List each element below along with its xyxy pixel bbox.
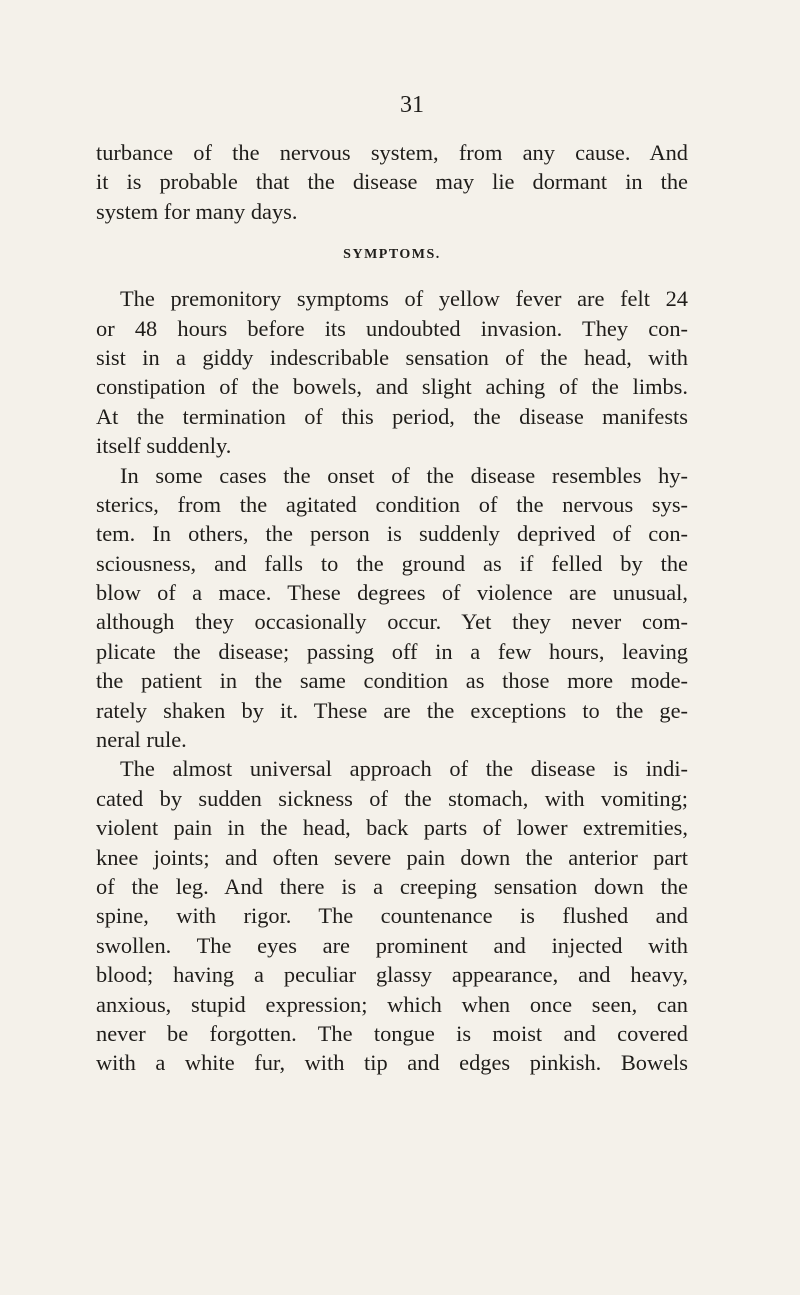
text-line: swollen. The eyes are prominent and injected with [96,932,688,958]
text-line: of the leg. And there is a creeping sensation down the [96,873,688,899]
text-line: knee joints; and often severe pain down the anterior part [96,844,688,870]
text-line: sterics, from the agitated condition of the nervous sys- [96,491,688,517]
paragraph-onset [96,461,688,755]
text-line: In some cases the onset of the disease resembles hy- [120,462,688,488]
text-line: The almost universal approach of the disease is indi- [120,756,688,782]
text-line: sciousness, and falls to the ground as if felled by the [96,550,688,576]
page-number: 31 [400,92,424,118]
text-line: plicate the disease; passing off in a few hours, leaving [96,638,688,664]
text-line: At the termination of this period, the disease manifests [96,403,688,429]
text-line: The premonitory symptoms of yellow fever are felt 24 [120,286,688,312]
text-line: rately shaken by it. These are the exceptions to the ge- [96,697,688,723]
text-line: violent pain in the head, back parts of lower extremities, [96,815,688,841]
text-line: blood; having a peculiar glassy appearance, and heavy, [96,962,688,988]
text-line: the patient in the same condition as those more mode- [96,668,688,694]
text-line: anxious, stupid expression; which when once seen, can [96,991,688,1017]
text-line: or 48 hours before its undoubted invasion. They con- [96,315,688,341]
page-text [96,138,688,1078]
text-line: spine, with rigor. The countenance is flushed and [96,903,688,929]
section-heading: SYMPTOMS. [343,247,441,263]
text-line: although they occasionally occur. Yet they never com- [96,609,688,635]
text-line: turbance of the nervous system, from any cause. And [96,140,688,165]
text-line: neral rule. [96,727,187,753]
text-line: blow of a mace. These degrees of violence are unusual, [96,580,688,606]
text-line: constipation of the bowels, and slight aching of the limbs. [96,374,688,400]
paragraph-premonitory-symptoms [96,284,688,460]
text-line: never be forgotten. The tongue is moist and covered [96,1020,688,1046]
paragraph-approach [96,754,688,1077]
text-line: system for many days. [96,198,298,224]
intro-paragraph [96,138,688,226]
text-line: tem. In others, the person is suddenly deprived of con- [96,521,688,547]
text-line: with a white fur, with tip and edges pinkish. Bowels [96,1050,688,1076]
text-line: sist in a giddy indescribable sensation of the head, with [96,344,688,370]
text-line: it is probable that the disease may lie dormant in the [96,169,688,195]
text-line: itself suddenly. [96,433,232,459]
text-line: cated by sudden sickness of the stomach, with vomiting; [96,785,688,811]
